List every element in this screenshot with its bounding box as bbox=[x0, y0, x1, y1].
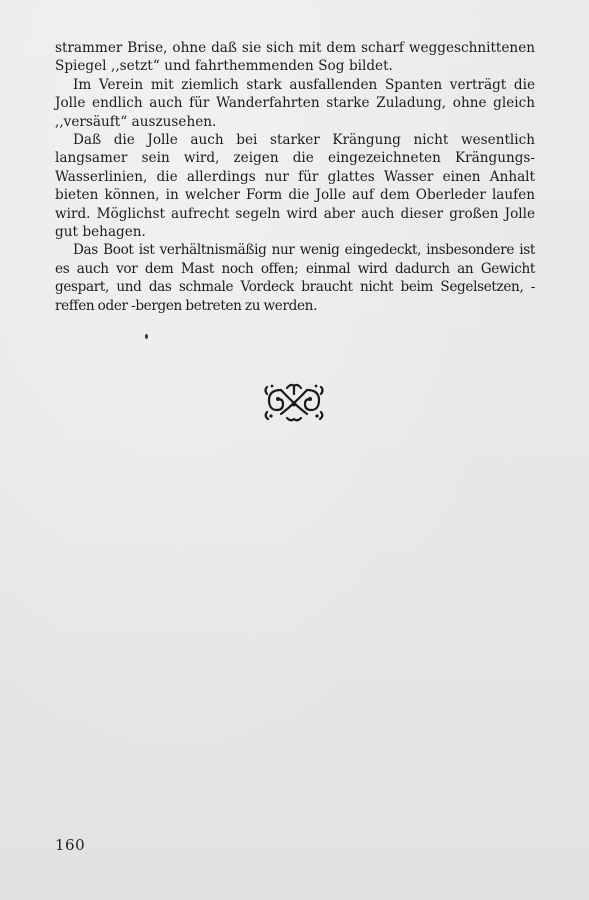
paragraph-4: Das Boot ist verhältnismäßig nur wenig eingedeckt, insbesondere ist es auch vor dem Mast noch offen; einmal wird dadurch an Gewicht gespart, und das schmale Vordeck braucht nicht beim Segelsetzen, -reffen oder -bergen betreten zu werden. bbox=[55, 242, 535, 314]
page-number: 160 bbox=[55, 836, 86, 854]
paragraph-3: Daß die Jolle auch bei starker Krängung nicht wesentlich langsamer sein wird, zeigen die eingezeichneten Krängungs-Wasserlinien, die allerdings nur für glattes Wasser einen Anhalt bieten können, in welcher Form die Jolle auf dem Oberleder laufen wird. Möglichst aufrecht segeln wird aber auch dieser großen Jolle gut behagen. bbox=[55, 132, 535, 241]
body-text bbox=[55, 39, 535, 315]
floral-vignette-icon bbox=[263, 380, 325, 424]
paragraph-2: Im Verein mit ziemlich stark ausfallenden Spanten verträgt die Jolle endlich auch für Wanderfahrten starke Zuladung, ohne gleich ,,versäuft“ auszusehen. bbox=[55, 76, 535, 130]
paragraph-1: strammer Brise, ohne daß sie sich mit dem scharf weggeschnittenen Spiegel ,,setzt“ und fahrthemmenden Sog bildet. bbox=[55, 40, 535, 75]
ink-speck bbox=[145, 334, 148, 339]
